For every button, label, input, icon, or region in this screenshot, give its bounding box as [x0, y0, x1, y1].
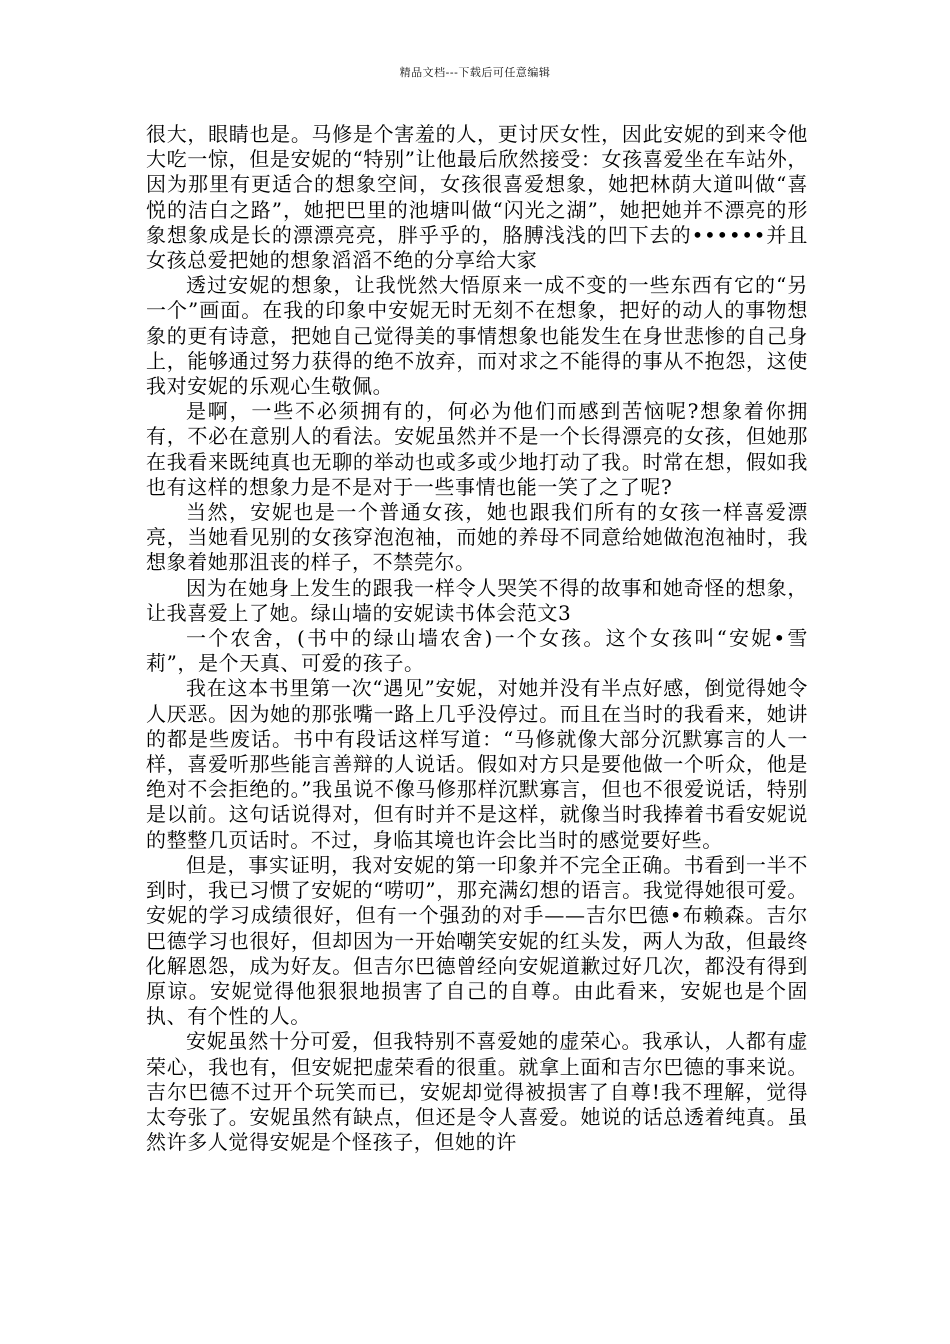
- paragraph: 很大，眼睛也是。马修是个害羞的人，更讨厌女性，因此安妮的到来令他大吃一惊，但是安妮的“特别”让他最后欣然接受：女孩喜爱坐在车站外，因为那里有更适合的想象空间，女孩很喜爱想象，她把林荫大道叫做“喜悦的洁白之路”，她把巴里的池塘叫做“闪光之湖”，她把她并不漂亮的形象想象成是长的漂漂亮亮，胖乎乎的，胳膊浅浅的凹下去的••••••并且女孩总爱把她的想象滔滔不绝的分享给大家: [146, 122, 808, 273]
- paragraph: 安妮虽然十分可爱，但我特别不喜爱她的虚荣心。我承认，人都有虚荣心，我也有，但安妮把虚荣看的很重。就拿上面和吉尔巴德的事来说。吉尔巴德不过开个玩笑而已，安妮却觉得被损害了自尊!我不理解，觉得太夸张了。安妮虽然有缺点，但还是令人喜爱。她说的话总透着纯真。虽然许多人觉得安妮是个怪孩子，但她的许: [146, 1029, 808, 1155]
- paragraph: 透过安妮的想象，让我恍然大悟原来一成不变的一些东西有它的“另一个”画面。在我的印象中安妮无时无刻不在想象，把好的动人的事物想象的更有诗意，把她自己觉得美的事情想象也能发生在身世悲惨的自己身上，能够通过努力获得的绝不放弃，而对求之不能得的事从不抱怨，这使我对安妮的乐观心生敬佩。: [146, 273, 808, 399]
- paragraph: 因为在她身上发生的跟我一样令人哭笑不得的故事和她奇怪的想象，让我喜爱上了她。绿山墙的安妮读书体会范文3: [146, 575, 808, 625]
- paragraph: 我在这本书里第一次“遇见”安妮，对她并没有半点好感，倒觉得她令人厌恶。因为她的那张嘴一路上几乎没停过。而且在当时的我看来，她讲的都是些废话。书中有段话这样写道：“马修就像大部分沉默寡言的人一样，喜爱听那些能言善辩的人说话。假如对方只是要他做一个听众，他是绝对不会拒绝的。”我虽说不像马修那样沉默寡言，但也不很爱说话，特别是以前。这句话说得对，但有时并不是这样，就像当时我捧着书看安妮说的整整几页话时。不过，身临其境也许会比当时的感觉要好些。: [146, 676, 808, 852]
- paragraph: 当然，安妮也是一个普通女孩，她也跟我们所有的女孩一样喜爱漂亮，当她看见别的女孩穿泡泡袖，而她的养母不同意给她做泡泡袖时，我想象着她那沮丧的样子，不禁莞尔。: [146, 500, 808, 575]
- paragraph: 但是，事实证明，我对安妮的第一印象并不完全正确。书看到一半不到时，我已习惯了安妮的“唠叨”，那充满幻想的语言。我觉得她很可爱。安妮的学习成绩很好，但有一个强劲的对手——吉尔巴德•布赖森。吉尔巴德学习也很好，但却因为一开始嘲笑安妮的红头发，两人为敌，但最终化解恩怨，成为好友。但吉尔巴德曾经向安妮道歉过好几次，都没有得到原谅。安妮觉得他狠狠地损害了自己的自尊。由此看来，安妮也是个固执、有个性的人。: [146, 852, 808, 1029]
- document-body: [146, 122, 808, 1155]
- paragraph: 一个农舍，(书中的绿山墙农舍)一个女孩。这个女孩叫“安妮•雪莉”，是个天真、可爱的孩子。: [146, 626, 808, 676]
- paragraph: 是啊，一些不必须拥有的，何必为他们而感到苦恼呢?想象着你拥有，不必在意别人的看法。安妮虽然并不是一个长得漂亮的女孩，但她那在我看来既纯真也无聊的举动也或多或少地打动了我。时常在想，假如我也有这样的想象力是不是对于一些事情也能一笑了之了呢?: [146, 399, 808, 499]
- page-header: 精品文档---下载后可任意编辑: [399, 66, 551, 79]
